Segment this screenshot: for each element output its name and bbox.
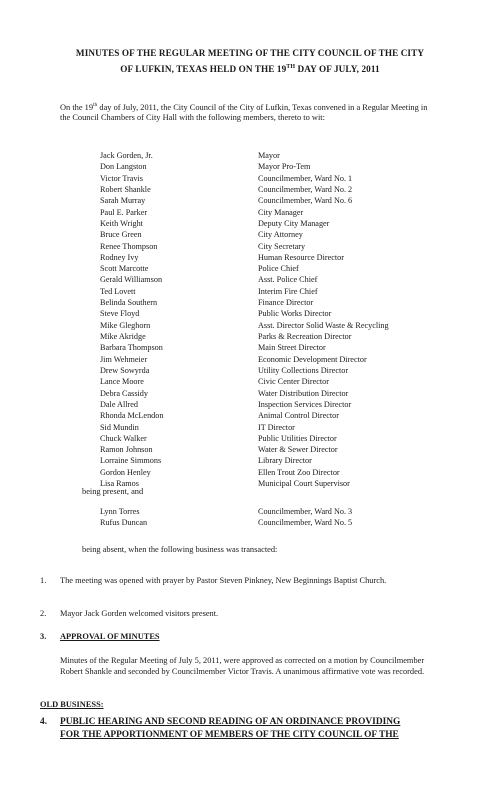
member-name: Steve Floyd: [100, 309, 140, 319]
roster-row: [100, 218, 430, 229]
item-4-heading: [60, 716, 438, 742]
member-title: Finance Director: [258, 298, 314, 308]
member-name: Gordon Henley: [100, 467, 151, 477]
member-name: Mike Akridge: [100, 332, 146, 341]
member-name: Sarah Murray: [100, 196, 146, 206]
roster-row: [100, 161, 430, 172]
member-title: Councilmember, Ward No. 1: [258, 173, 353, 183]
roster-row: [100, 478, 430, 489]
roster-row: [100, 274, 430, 285]
item-number: 1.: [40, 576, 47, 585]
member-title: Water & Sewer Director: [258, 445, 338, 455]
roster-row: [100, 388, 430, 399]
item-4-line-2: FOR THE APPORTIONMENT OF MEMBERS OF THE CITY COUNCIL OF THE: [60, 730, 399, 740]
member-name: Chuck Walker: [100, 433, 147, 443]
roster-row: [100, 517, 430, 528]
present-roster: [100, 150, 430, 489]
member-name: Rhonda McLendon: [100, 411, 164, 421]
member-title: Parks & Recreation Director: [258, 332, 352, 341]
roster-row: [100, 354, 430, 365]
member-title: Councilmember, Ward No. 2: [258, 184, 353, 194]
roster-row: [100, 467, 430, 478]
roster-row: [100, 229, 430, 240]
member-title: Human Resource Director: [258, 252, 344, 262]
member-title: Water Distribution Director: [258, 388, 349, 398]
member-title: Public Utilities Director: [258, 433, 337, 443]
roster-row: [100, 506, 430, 517]
being-absent-text: being absent, when the following business was transacted:: [82, 545, 278, 554]
member-title: Asst. Police Chief: [258, 275, 318, 285]
member-title: Ellen Trout Zoo Director: [258, 467, 340, 477]
roster-row: [100, 331, 430, 342]
roster-row: [100, 241, 430, 252]
member-name: Belinda Southern: [100, 298, 158, 308]
roster-row: [100, 173, 430, 184]
title-line-2-sup: TH: [286, 64, 296, 70]
roster-row: [100, 263, 430, 274]
item-4-line-1: PUBLIC HEARING AND SECOND READING OF AN ORDINANCE PROVIDING: [60, 717, 401, 727]
member-title: Civic Center Director: [258, 377, 329, 387]
member-name: Keith Wright: [100, 218, 143, 228]
member-name: Robert Shankle: [100, 184, 151, 194]
minutes-approval-text: Minutes of the Regular Meeting of July 5, 2011, were approved as corrected on a motion by Councilmember Robert Shankle and seconded by Councilmember Victor Travis. A unanimous affirmative vote was recorded.: [60, 656, 425, 676]
member-name: Victor Travis: [100, 173, 143, 183]
member-title: Economic Development Director: [258, 354, 367, 364]
member-name: Barbara Thompson: [100, 343, 163, 353]
intro-paragraph: [60, 100, 438, 124]
absent-roster: [100, 506, 430, 529]
roster-row: [100, 376, 430, 387]
roster-row: [100, 399, 430, 410]
member-name: Lorraine Simmons: [100, 456, 162, 466]
roster-row: [100, 365, 430, 376]
member-name: Mike Gleghorn: [100, 320, 151, 330]
member-title: Councilmember, Ward No. 6: [258, 196, 353, 206]
member-title: City Secretary: [258, 241, 306, 251]
member-title: Councilmember, Ward No. 5: [258, 518, 353, 528]
intro-text: day of July, 2011, the City Council of the City of Lufkin, Texas convened in a Regular Meeting in the Council Chambers of City Hall with the following members, thereto to wit:: [60, 102, 428, 123]
member-title: City Attorney: [258, 230, 303, 240]
member-name: Renee Thompson: [100, 241, 158, 251]
member-name: Lance Moore: [100, 377, 144, 387]
member-name: Jack Gorden, Jr.: [100, 151, 153, 160]
member-name: Rodney Ivy: [100, 252, 139, 262]
approval-of-minutes-heading: APPROVAL OF MINUTES: [60, 632, 160, 641]
member-title: Interim Fire Chief: [258, 286, 318, 296]
member-title: Mayor: [258, 151, 280, 160]
roster-row: [100, 150, 430, 161]
roster-row: [100, 433, 430, 444]
member-name: Dale Allred: [100, 399, 138, 409]
member-name: Debra Cassidy: [100, 388, 148, 398]
member-name: Paul E. Parker: [100, 207, 148, 217]
roster-row: [100, 410, 430, 421]
roster-row: [100, 184, 430, 195]
member-name: Sid Mundin: [100, 422, 139, 432]
member-name: Gerald Williamson: [100, 275, 163, 285]
member-name: Bruce Green: [100, 230, 142, 240]
member-title: Inspection Services Director: [258, 399, 352, 409]
member-title: Main Street Director: [258, 343, 326, 353]
roster-row: [100, 320, 430, 331]
title-line-1: MINUTES OF THE REGULAR MEETING OF THE CITY COUNCIL OF THE CITY: [75, 48, 425, 58]
item-text: The meeting was opened with prayer by Pastor Steven Pinkney, New Beginnings Baptist Church.: [60, 576, 387, 585]
member-name: Jim Wehmeier: [100, 354, 148, 364]
item-number: 3.: [40, 632, 47, 641]
member-name: Drew Sowyrda: [100, 365, 150, 375]
member-title: Police Chief: [258, 264, 299, 274]
member-title: Councilmember, Ward No. 3: [258, 507, 353, 516]
member-title: Deputy City Manager: [258, 218, 330, 228]
intro-sup: th: [93, 102, 98, 108]
member-title: Animal Control Director: [258, 411, 339, 421]
roster-row: [100, 455, 430, 466]
roster-row: [100, 195, 430, 206]
member-title: Utility Collections Director: [258, 365, 349, 375]
title-line-2: [60, 60, 440, 76]
title-line-2-end: DAY OF JULY, 2011: [295, 64, 380, 75]
member-name: Ramon Johnson: [100, 445, 153, 455]
title-line-2-text: OF LUFKIN, TEXAS HELD ON THE 19: [120, 64, 287, 75]
member-title: Asst. Director Solid Waste & Recycling: [258, 320, 389, 330]
member-title: IT Director: [258, 422, 295, 432]
item-text: Mayor Jack Gorden welcomed visitors present.: [60, 609, 219, 618]
being-present-text: being present, and: [82, 487, 144, 496]
member-name: Don Langston: [100, 162, 147, 172]
intro-start: On the 19: [60, 102, 94, 112]
roster-row: [100, 308, 430, 319]
member-title: Public Works Director: [258, 309, 332, 319]
roster-row: [100, 422, 430, 433]
member-title: City Manager: [258, 207, 304, 217]
roster-row: [100, 286, 430, 297]
roster-row: [100, 252, 430, 263]
member-name: Lisa Ramos: [100, 479, 139, 489]
member-name: Ted Lovett: [100, 286, 136, 296]
member-name: Lynn Torres: [100, 507, 140, 516]
old-business-heading: OLD BUSINESS:: [40, 700, 104, 709]
member-title: Library Director: [258, 456, 312, 466]
member-title: Mayor Pro-Tem: [258, 162, 311, 172]
member-title: Municipal Court Supervisor: [258, 479, 350, 489]
roster-row: [100, 342, 430, 353]
item-number: 2.: [40, 609, 47, 618]
roster-row: [100, 207, 430, 218]
roster-row: [100, 444, 430, 455]
roster-row: [100, 297, 430, 308]
member-name: Rufus Duncan: [100, 518, 148, 528]
member-name: Scott Marcotte: [100, 264, 149, 274]
item-number: 4.: [40, 717, 48, 727]
document-title: [60, 46, 440, 76]
